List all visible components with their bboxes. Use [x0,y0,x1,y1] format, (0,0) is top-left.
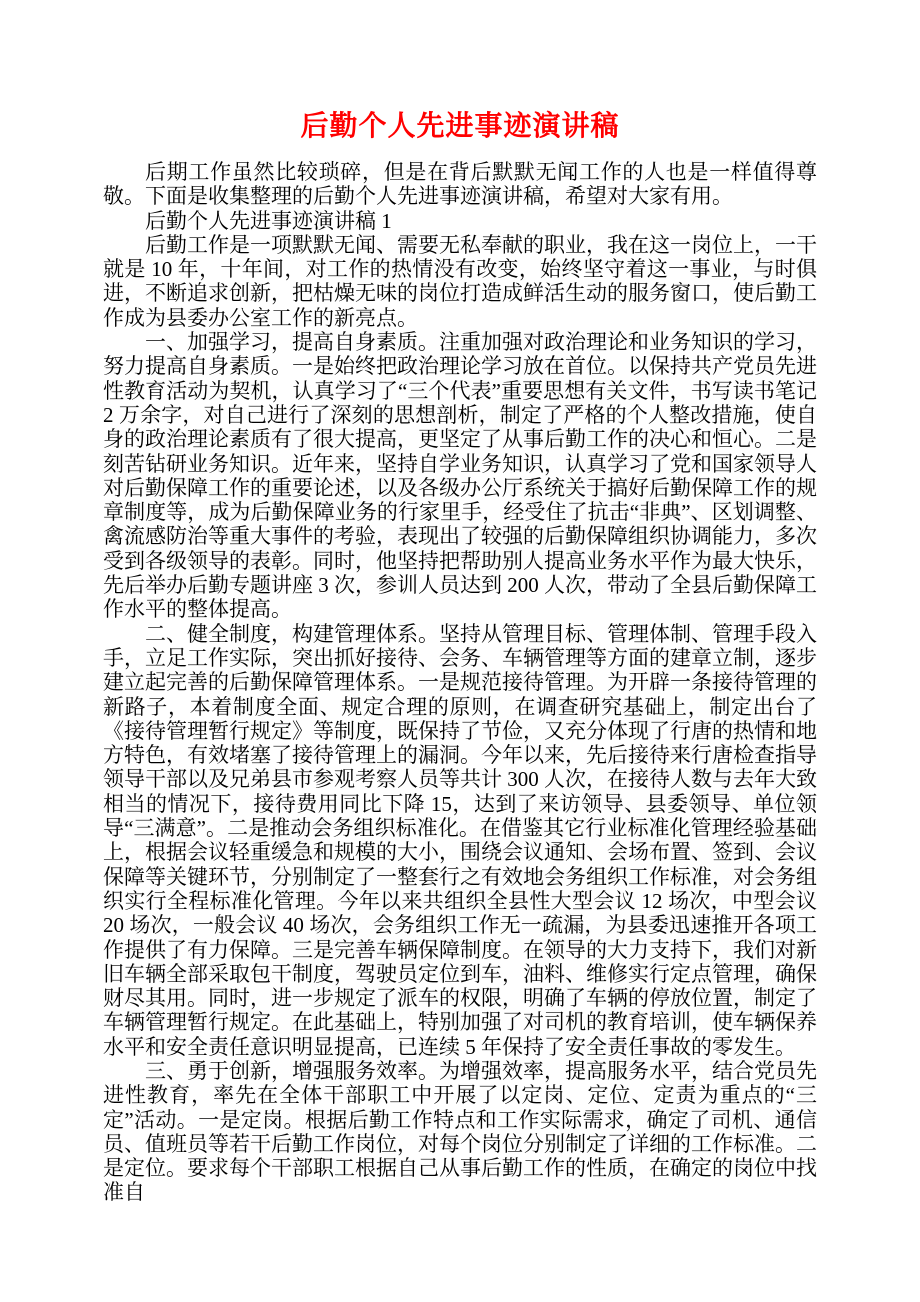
speech-1-heading: 后勤个人先进事迹演讲稿 1 [145,208,392,233]
opening-paragraph: 后勤工作是一项默默无闻、需要无私奉献的职业，我在这一岗位上，一干就是 10 年，十年间，对工作的热情没有改变，始终坚守着这一事业，与时俱进，不断追求创新，把枯燥无味的岗位打造成鲜活生动的服务窗口，使后勤工作成为县委办公室工作的新亮点。 [103,232,817,330]
document-title: 后勤个人先进事迹演讲稿 [300,111,620,142]
intro-paragraph: 后期工作虽然比较琐碎，但是在背后默默无闻工作的人也是一样值得尊敬。下面是收集整理的后勤个人先进事迹演讲稿，希望对大家有用。 [103,160,817,209]
document-page [103,0,817,1205]
section-3-paragraph: 三、勇于创新，增强服务效率。为增强效率，提高服务水平，结合党员先进性教育，率先在全体干部职工中开展了以定岗、定位、定责为重点的“三定”活动。一是定岗。根据后勤工作特点和工作实际需求，确定了司机、通信员、值班员等若干后勤工作岗位，对每个岗位分别制定了详细的工作标准。二是定位。要求每个干部职工根据自己从事后勤工作的性质，在确定的岗位中找准自 [103,1058,817,1205]
section-2-paragraph: 二、健全制度，构建管理体系。坚持从管理目标、管理体制、管理手段入手，立足工作实际，突出抓好接待、会务、车辆管理等方面的建章立制，逐步建立起完善的后勤保障管理体系。一是规范接待管理。为开辟一条接待管理的新路子，本着制度全面、规定合理的原则，在调查研究基础上，制定出台了《接待管理暂行规定》等制度，既保持了节俭，又充分体现了行唐的热情和地方特色，有效堵塞了接待管理上的漏洞。今年以来，先后接待来行唐检查指导领导干部以及兄弟县市参观考察人员等共计 300 人次，在接待人数与去年大致相当的情况下，接待费用同比下降 15，达到了来访领导、县委领导、单位领导“三满意”。二是推动会务组织标准化。在借鉴其它行业标准化管理经验基础上，根据会议轻重缓急和规模的大小，围绕会议通知、会场布置、签到、会议保障等关键环节，分别制定了一整套行之有效地会务组织工作标准，对会务组织实行全程标准化管理。今年以来共组织全县性大型会议 12 场次，中型会议 20 场次，一般会议 40 场次，会务组织工作无一疏漏，为县委迅速推开各项工作提供了有力保障。三是完善车辆保障制度。在领导的大力支持下，我们对新旧车辆全部采取包干制度，驾驶员定位到车，油料、维修实行定点管理，确保财尽其用。同时，进一步规定了派车的权限，明确了车辆的停放位置，制定了车辆管理暂行规定。在此基础上，特别加强了对司机的教育培训，使车辆保养水平和安全责任意识明显提高，已连续 5 年保持了安全责任事故的零发生。 [103,621,817,1059]
section-1-paragraph: 一、加强学习，提高自身素质。注重加强对政治理论和业务知识的学习，努力提高自身素质。一是始终把政治理论学习放在首位。以保持共产党员先进性教育活动为契机，认真学习了“三个代表”重要思想有关文件，书写读书笔记 2 万余字，对自己进行了深刻的思想剖析，制定了严格的个人整改措施，使自身的政治理论素质有了很大提高，更坚定了从事后勤工作的决心和恒心。二是刻苦钻研业务知识。近年来，坚持自学业务知识，认真学习了党和国家领导人对后勤保障工作的重要论述，以及各级办公厅系统关于搞好后勤保障工作的规章制度等，成为后勤保障业务的行家里手，经受住了抗击“非典”、区划调整、禽流感防治等重大事件的考验，表现出了较强的后勤保障组织协调能力，多次受到各级领导的表彰。同时，他坚持把帮助别人提高业务水平作为最大快乐，先后举办后勤专题讲座 3 次，参训人员达到 200 人次，带动了全县后勤保障工作水平的整体提高。 [103,330,817,622]
